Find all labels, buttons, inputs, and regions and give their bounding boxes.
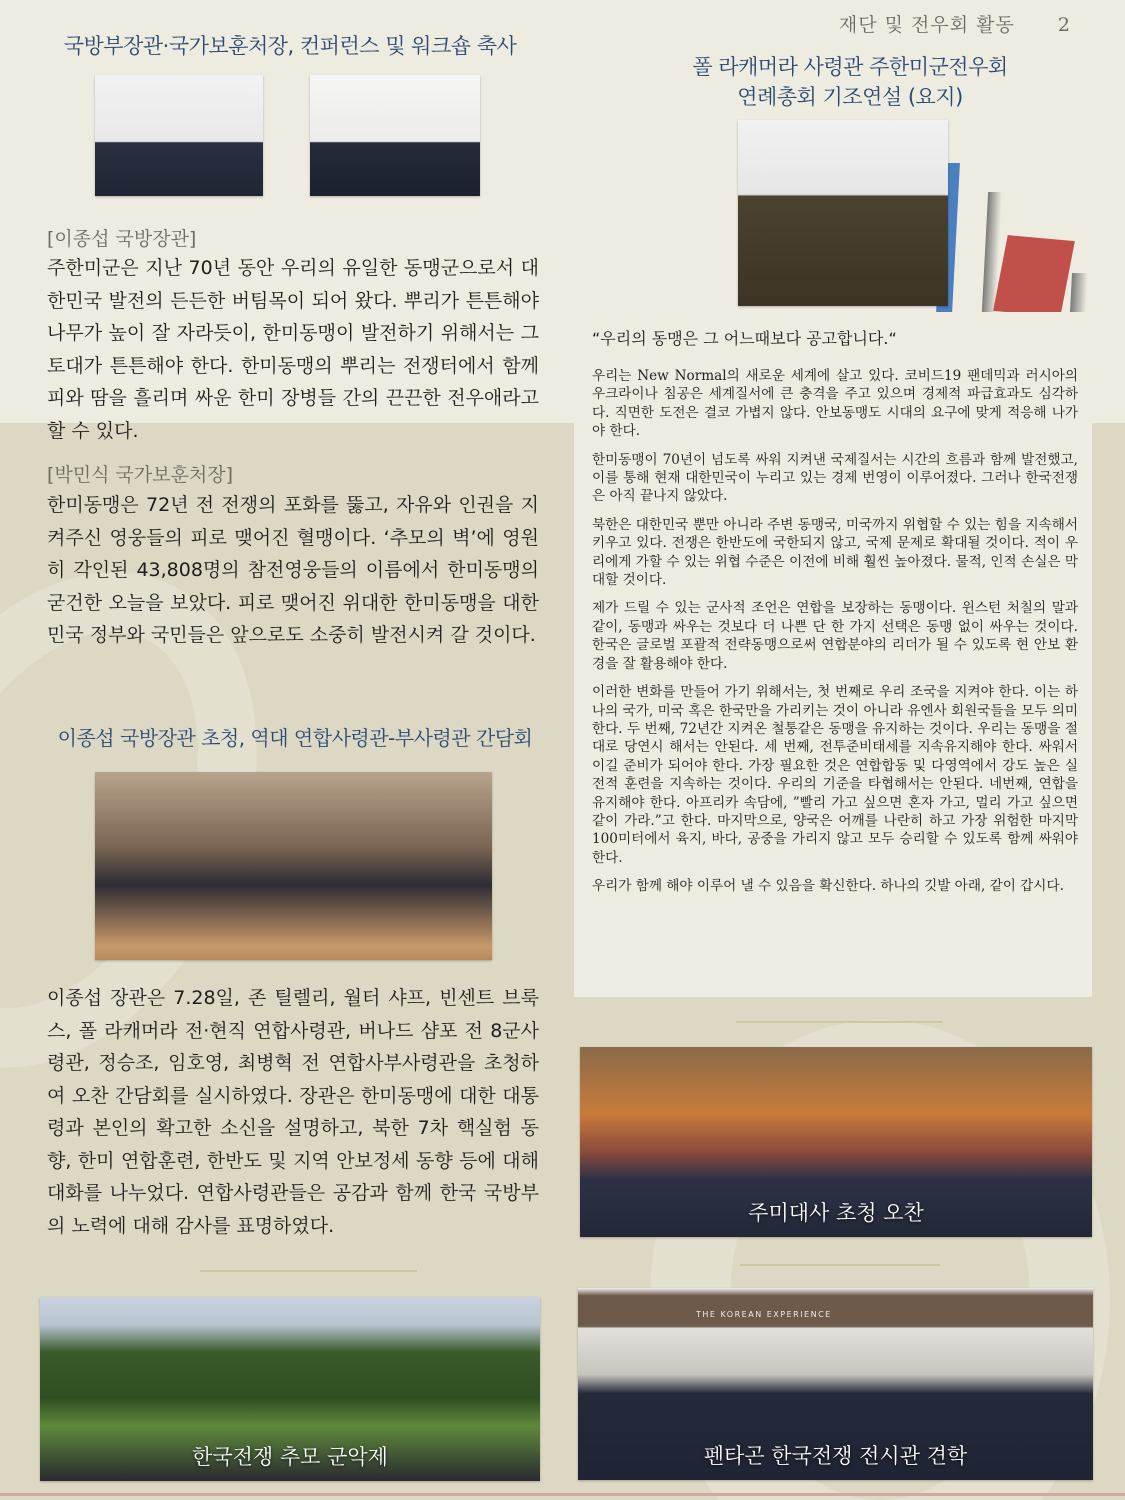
photo-commanders-luncheon [95,772,492,960]
divider [740,1264,940,1266]
photo-veterans-minister [310,75,480,196]
decorative-block-red [993,235,1075,317]
divider [200,1270,417,1272]
keynote-paragraph: 한미동맹이 70년이 넘도록 싸워 지켜낸 국제질서는 시간의 흐름과 함께 발전했고, 이를 통해 현재 대한민국이 누리고 있는 경제 번영이 이루어졌다. 그러나 한국전쟁은 아직 끝나지 않았다. [592,451,1078,505]
keynote-paragraph: 우리가 함께 해야 이루어 낼 수 있음을 확신한다. 하나의 깃발 아래, 같이 갑시다. [592,878,1064,895]
keynote-paragraph: 제가 드릴 수 있는 군사적 조언은 연합을 보장하는 동맹이다. 윈스턴 처칠의 말과 같이, 동맹과 싸우는 것보다 더 나쁜 단 한 가지 선택은 동맹 없이 싸우는 것이다. 한국은 글로벌 포괄적 전략동맹으로써 연합분야의 리더가 될 수 있도록 현 안보 환경을 잘 활용해야 한다. [592,600,1078,672]
section-heading-speeches: 국방부장관·국가보훈처장, 컨퍼런스 및 워크숍 축사 [63,34,517,58]
page-bottom-border [0,1493,1125,1496]
page-number: 2 [1057,14,1071,36]
photo-caption: 주미대사 초청 오찬 [748,1201,924,1225]
keynote-paragraph: 우리는 New Normal의 새로운 세계에 살고 있다. 코비드19 팬데믹과 러시아의 우크라이나 침공은 세계질서에 큰 충격을 주고 있으며 경제적 파급효과도 심각하다. 직면한 도전은 결코 가볍지 않다. 안보동맹도 시대의 요구에 맞게 적응해 나가야 한다. [592,368,1078,440]
speaker-label: [박민식 국가보훈처장] [47,464,234,486]
speech-text: 한미동맹은 72년 전 전쟁의 포화를 뚫고, 자유와 인권을 지켜주신 영웅들의 피로 맺어진 혈맹이다. ‘추모의 벽’에 영원히 각인된 43,808명의 참전영웅들의 이름에서 한미동맹의 굳건한 오늘을 보았다. 피로 맺어진 위대한 한미동맹을 대한민국 정부와 국민들은 앞으로도 소중히 발전시켜 갈 것이다. [47,494,539,646]
decorative-bar-gray [1070,273,1088,313]
section-heading-keynote [640,52,1060,112]
keynote-headline-quote: “우리의 동맹은 그 어느때보다 공고합니다.“ [592,329,897,348]
keynote-title-line1: 폴 라캐머라 사령관 주한미군전우회 [692,55,1008,79]
keynote-title-line2: 연례총회 기조연설 (요지) [737,85,963,109]
section-heading-luncheon: 이종섭 국방장관 초청, 역대 연합사령관-부사령관 간담회 [57,726,533,750]
exhibit-sign: THE KOREAN EXPERIENCE [696,1310,832,1319]
keynote-quote-box [574,312,1092,997]
speech-text: 주한미군은 지난 70년 동안 우리의 유일한 동맹군으로서 대한민국 발전의 든든한 버팀목이 되어 왔다. 뿌리가 튼튼해야 나무가 높이 잘 자라듯이, 한미동맹이 발전하기 위해서는 그 토대가 튼튼해야 한다. 한미동맹의 뿌리는 전쟁터에서 함께 피와 땀을 흘리며 싸운 한미 장병들 간의 끈끈한 전우애라고 할 수 있다. [47,257,539,442]
photo-ambassador-luncheon [580,1047,1092,1237]
photo-general-lacamera [738,120,948,306]
photo-defense-minister [95,75,263,196]
photo-caption: 펜타곤 한국전쟁 전시관 견학 [703,1444,968,1468]
divider [736,1021,942,1023]
keynote-paragraph: 이러한 변화를 만들어 가기 위해서는, 첫 번째로 우리 조국을 지켜야 한다. 이는 하나의 국가, 미국 혹은 한국만을 가리키는 것이 아니라 유엔사 회원국들을 모두 의미한다. 두 번째, 72년간 지켜온 철통같은 동맹을 유지하는 것이다. 우리는 동맹을 절대로 당연시 해서는 안된다. 세 번째, 전투준비태세를 지속유지해야 한다. 싸워서 이길 준비가 되어야 한다. 가장 필요한 것은 연합합동 및 다영역에서 강도 높은 실전적 훈련을 지속하는 것이다. 우리의 기준을 타협해서는 안된다. 네번째, 연합을 유지해야 한다. 아프리카 속담에, ”빨리 가고 싶으면 혼자 가고, 멀리 가고 싶으면 같이 가라.”고 한다. 마지막으로, 양국은 어깨를 나란히 하고 가장 위험한 마지막 100미터에서 육지, 바다, 공중을 가리지 않고 모두 승리할 수 있도록 함께 싸워야 한다. [592,684,1078,866]
keynote-paragraph: 북한은 대한민국 뿐만 아니라 주변 동맹국, 미국까지 위협할 수 있는 힘을 지속해서 키우고 있다. 전쟁은 한반도에 국한되지 않고, 국제 문제로 확대될 것이다. 적이 우리에게 가할 수 있는 위협 수준은 이전에 비해 훨씬 높아졌다. 물적, 인적 손실은 막대할 것이다. [592,516,1078,589]
running-header [839,10,1071,37]
photo-caption: 한국전쟁 추모 군악제 [192,1445,388,1469]
luncheon-text: 이종섭 장관은 7.28일, 존 틸렐리, 월터 샤프, 빈센트 브룩스, 폴 라캐머라 전·현직 연합사령관, 버나드 샴포 전 8군사령관, 정승조, 임호영, 최병혁 전 연합사부사령관을 초청하여 오찬 간담회를 실시하였다. 장관은 한미동맹에 대한 대통령과 본인의 확고한 소신을 설명하고, 북한 7차 핵실험 동향, 한미 연합훈련, 한반도 및 지역 안보정세 동향 등에 대해 대화를 나누었다. 연합사령관들은 공감과 함께 한국 국방부의 노력에 대해 감사를 표명하였다. [47,987,539,1237]
section-title: 재단 및 전우회 활동 [838,14,1015,36]
photo-pentagon-exhibit [578,1288,1093,1480]
photo-memorial-ceremony [40,1297,540,1481]
speaker-label: [이종섭 국방장관] [47,228,197,250]
